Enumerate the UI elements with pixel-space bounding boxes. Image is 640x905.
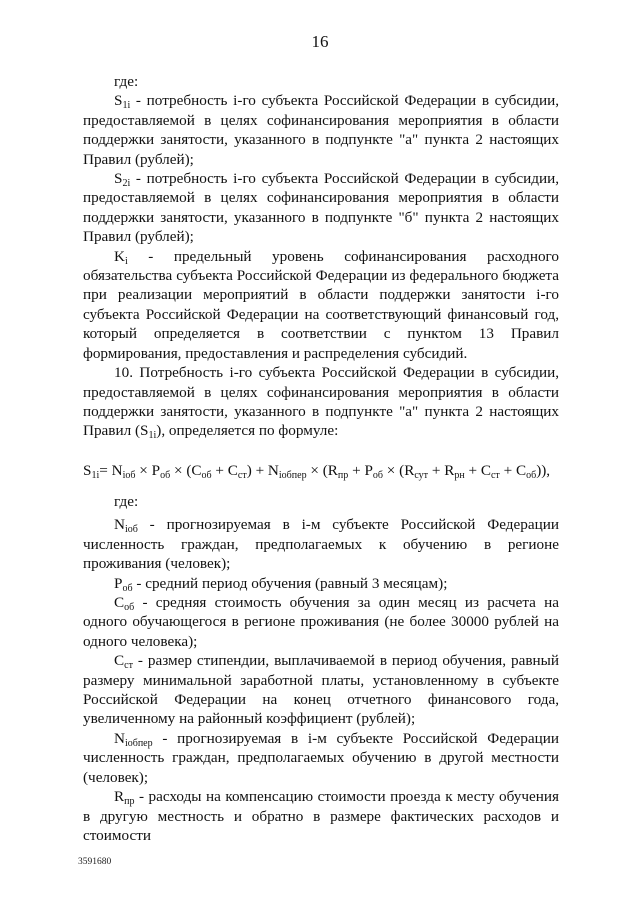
document-code: 3591680 [78, 857, 112, 867]
definition-p-ob: $P_{об}$ - средний период обучения (равный 3 месяцам); [114, 574, 448, 594]
definition-n-iobper: $N_{iобпер}$ - прогнозируемая в i-м субъекте Российской Федерации численность граждан, предполагаемых обучению в другой местности (человек); [83, 729, 559, 786]
definitions-bottom [83, 492, 559, 845]
formula-s1i: $S_{1i}= N_{iоб} \times P_{об} \times (C_{об} + C_{ст}) + N_{iобпер} \times (R_{пр} + P_{об} \times (R_{сут} + R_{рн} + C_{ст} + C_{об}))$, [83, 462, 551, 481]
definition-c-ob: $C_{об}$ - средняя стоимость обучения за один месяц из расчета на одного обучающегося в регионе проживания (не более 30000 рублей на одного человека); [83, 594, 559, 650]
clause-10: 10. Потребность i-го субъекта Российской Федерации в субсидии, предоставляемой в целях софинансирования мероприятия в области поддержки занятости, указанного в подпункте "а" пункта 2 настоящих Правил $(S_{1i})$, определяется по формуле: [83, 364, 559, 442]
where-label-2: где: [114, 493, 139, 510]
definition-c-st: $C_{ст}$ - размер стипендии, выплачиваемой в период обучения, равный размеру минимальной заработной платы, установленному в субъекте Российской Федерации на конец отчетного финансового года, увеличенному на районный коэффициент (рублей); [83, 652, 559, 728]
definition-s2i: $S_{2i}$ - потребность i-го субъекта Российской Федерации в субсидии, предоставляемой в целях софинансирования мероприятия в области поддержки занятости, указанного в подпункте "б" пункта 2 настоящих Правил (рублей); [83, 170, 559, 246]
definition-r-pr: $R_{пр}$ - расходы на компенсацию стоимости проезда к месту обучения в другую местность и обратно в размере фактических расходов и стоимости [83, 788, 559, 844]
page-number: 16 [311, 32, 329, 51]
document-body [83, 72, 559, 441]
definition-ki: $K_i$ - предельный уровень софинансирования расходного обязательства субъекта Российской Федерации из федерального бюджета при реализации мероприятий в области поддержки занятости i-го субъекта Российской Федерации на соответствующий финансовый год, который определяется в соответствии с пунктом 13 Правил формирования, предоставления и распределения субсидий. [83, 247, 559, 362]
definition-s1i: $S_{1i}$ - потребность i-го субъекта Российской Федерации в субсидии, предоставляемой в целях софинансирования мероприятия в области поддержки занятости, указанного в подпункте "а" пункта 2 настоящих Правил (рублей); [83, 92, 559, 168]
definition-n-iob: $N_{iоб}$ - прогнозируемая в i-м субъекте Российской Федерации численность граждан, предполагаемых к обучению в регионе проживания (человек); [83, 516, 559, 573]
where-label: где: [114, 73, 139, 90]
